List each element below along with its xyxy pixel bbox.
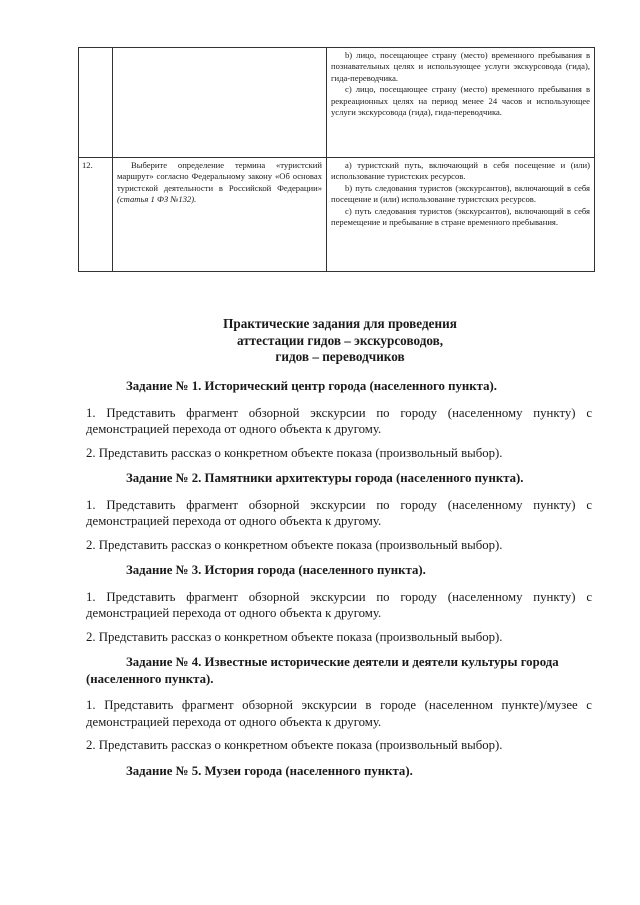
answer-option-b: b) лицо, посещающее страну (место) временного пребывания в познавательных целях и использующее услуги экскурсовода (гида), гида-переводчика. <box>331 50 590 83</box>
heading-line-3: гидов – переводчиков <box>275 349 405 364</box>
task-2-item-1: 1. Представить фрагмент обзорной экскурсии по городу (населенному пункту) с демонстрацией перехода от одного объекта к другому. <box>86 497 592 528</box>
heading-line-1: Практические задания для проведения <box>223 316 457 331</box>
table-row <box>79 158 595 272</box>
answer-option-c: c) путь следования туристов (экскурсантов), включающий в себя перемещение и пребывание в стране временного пребывания. <box>331 205 590 228</box>
task-1-item-1: 1. Представить фрагмент обзорной экскурсии по городу (населенному пункту) с демонстрацией перехода от одного объекта к другому. <box>86 405 592 436</box>
task-2-title: Задание № 2. Памятники архитектуры города (населенного пункта). <box>126 471 524 485</box>
section-heading <box>120 316 560 366</box>
task-3-title: Задание № 3. История города (населенного пункта). <box>126 563 426 577</box>
heading-line-2: аттестации гидов – экскурсоводов, <box>236 332 444 348</box>
question-number-cell <box>79 48 113 158</box>
answers-cell <box>327 48 595 158</box>
question-cell <box>113 48 327 158</box>
answer-option-a: a) туристский путь, включающий в себя посещение и (или) использование туристских ресурсов. <box>331 160 590 182</box>
answers-cell <box>327 158 595 272</box>
answer-option-b: b) путь следования туристов (экскурсантов), включающий в себя посещение и (или) использование туристских ресурсов. <box>331 182 590 205</box>
table-row <box>79 48 595 158</box>
law-reference: (статья 1 ФЗ №132). <box>117 194 197 205</box>
question-number-cell: 12. <box>79 158 113 272</box>
task-1-item-2: 2. Представить рассказ о конкретном объекте показа (произвольный выбор). <box>86 445 503 460</box>
task-5-title: Задание № 5. Музеи города (населенного пункта). <box>126 763 413 778</box>
answer-option-c: c) лицо, посещающее страну (место) временного пребывания в рекреационных целях на период менее 24 часов и использующее услуги экскурсовода (гида), гида-переводчика. <box>331 84 590 118</box>
question-cell <box>113 158 327 272</box>
task-3-item-2: 2. Представить рассказ о конкретном объекте показа (произвольный выбор). <box>86 629 503 644</box>
question-body: Выберите определение термина «туристский маршрут» согласно Федеральному закону «Об основах туристской деятельности в Российской Федерации» <box>117 160 322 193</box>
tasks-list <box>86 378 592 779</box>
task-3-item-1: 1. Представить фрагмент обзорной экскурсии по городу (населенному пункту) с демонстрацией перехода от одного объекта к другому. <box>86 589 592 620</box>
task-2-item-2: 2. Представить рассказ о конкретном объекте показа (произвольный выбор). <box>86 537 503 552</box>
task-4-item-2: 2. Представить рассказ о конкретном объекте показа (произвольный выбор). <box>86 738 503 752</box>
task-4-item-1: 1. Представить фрагмент обзорной экскурсии в городе (населенном пункте)/музее с демонстрацией перехода от одного объекта к другому. <box>86 698 592 729</box>
task-4-title: Задание № 4. Известные исторические деятели и деятели культуры города (населенного пункта). <box>86 655 559 686</box>
task-1-title: Задание № 1. Исторический центр города (населенного пункта). <box>126 379 497 393</box>
test-questions-table <box>78 47 595 272</box>
question-text <box>117 160 322 206</box>
